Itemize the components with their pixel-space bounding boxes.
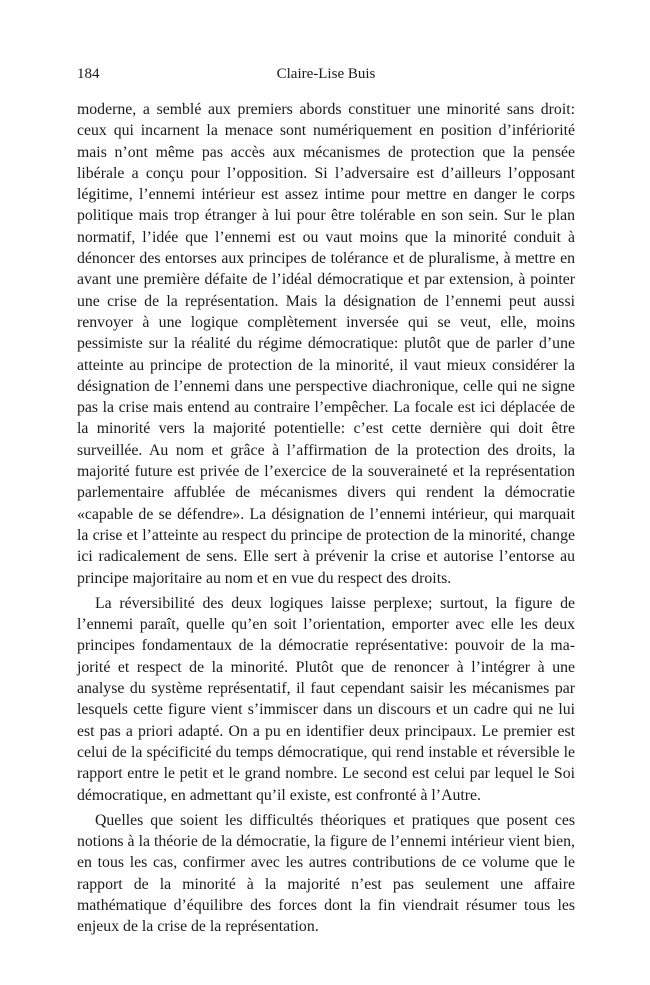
running-title: Claire-Lise Buis bbox=[276, 66, 376, 82]
paragraph-reversibility: La réversibilité des deux logiques laisse perplexe; surtout, la figure de l’ennemi paraît, quelle qu’en soit l’orientation, emporter avec elle les deux principes fondamentaux de la démocratie représentative: pouvoir de la majorité et respect de la minorité. Plutôt que de renoncer à l’intégrer à une analyse du système représentatif, il faut cependant saisir les mécanismes par lesquels cette figure vient s’immiscer dans un discours et un cadre qui ne lui est pas a priori adapté. On a pu en identifier deux principaux. Le premier est celui de la spécificité du temps démocratique, qui rend instable et réversible le rapport entre le petit et le grand nombre. Le second est celui par lequel le Soi démocratique, en admettant qu’il existe, est confronté à l’Autre. bbox=[77, 594, 575, 804]
page-number: 184 bbox=[77, 66, 100, 82]
body-text bbox=[77, 99, 575, 938]
paragraph-continued: moderne, a semblé aux premiers abords constituer une minorité sans droit: ceux qui incarnent la menace sont numériquement en position d’infériorité mais n’ont même pas accès aux mécanismes de protection que la pensée libérale a conçu pour l’opposition. Si l’adversaire est d’ailleurs l’opposant légitime, l’ennemi intérieur est assez intime pour mettre en danger le corps politique mais trop étranger à lui pour être tolérable en son sein. Sur le plan normatif, l’idée que l’ennemi est ou vaut moins que la minorité conduit à dénoncer des entorses aux principes de tolérance et de pluralisme, à mettre en avant une première défaite de l’idéal démocratique et par extension, à pointer une crise de la représentation. Mais la désignation de l’ennemi peut aussi renvoyer à une logique complètement inversée qui se veut, elle, moins pessimiste sur la réalité du régime démocratique: plutôt que de parler d’une atteinte au principe de protection de la minorité, il vaut mieux considérer la désignation de l’ennemi dans une perspective diachronique, celle qui ne signe pas la crise mais entend au contraire l’empêcher. La focale est ici déplacée de la minorité vers la majorité potentielle: c’est cette dernière qui doit être surveillée. Au nom et grâce à l’affirmation de la protection des droits, la majorité future est privée de l’exercice de la souveraineté et la représentation parlementaire affublée de mécanismes divers qui rendent la démocratie «capable de se défendre». La désignation de l’ennemi intérieur, qui marquait la crise et l’atteinte au respect du principe de protection de la minorité, change ici radicalement de sens. Elle sert à prévenir la crise et autorise l’entorse au principe majoritaire au nom et en vue du respect des droits. bbox=[77, 101, 575, 587]
running-head bbox=[77, 62, 575, 86]
paragraph-conclusion: Quelles que soient les difficultés théoriques et pratiques que posent ces notions à la théorie de la démocratie, la figure de l’ennemi intérieur vient bien, en tous les cas, confirmer avec les autres contributions de ce volume que le rapport de la minorité à la majorité n’est pas seulement une affaire mathématique d’équilibre des forces dont la fin viendrait résumer tous les enjeux de la crise de la représentation. bbox=[77, 811, 575, 936]
